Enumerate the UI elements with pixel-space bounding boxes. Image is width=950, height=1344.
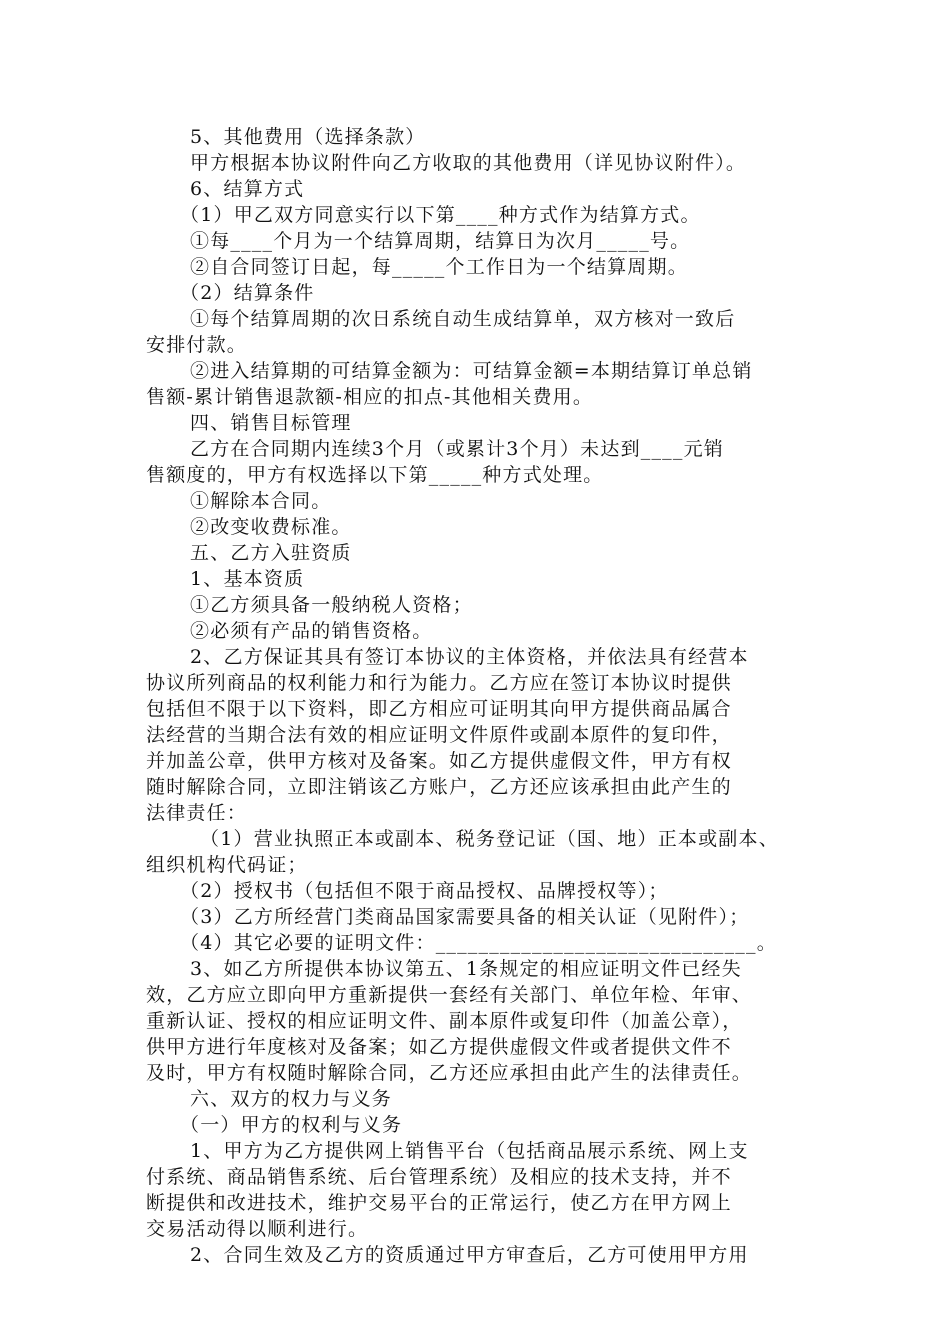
heading-settlement-method: 6、结算方式 (190, 178, 305, 200)
paragraph-line: ②自合同签订日起，每_____个工作日为一个结算周期。 (190, 256, 688, 278)
heading-sales-target: 四、销售目标管理 (190, 412, 352, 434)
paragraph-line: （4）其它必要的证明文件：______________________________。 (180, 932, 777, 954)
paragraph-line: 包括但不限于以下资料，即乙方相应可证明其向甲方提供商品属合 (146, 698, 732, 720)
paragraph-line: ②必须有产品的销售资格。 (190, 620, 433, 642)
paragraph-line: 3、如乙方所提供本协议第五、1条规定的相应证明文件已经失 (190, 958, 742, 980)
paragraph-line: 甲方根据本协议附件向乙方收取的其他费用（详见协议附件）。 (190, 152, 747, 174)
paragraph-line: 2、乙方保证其具有签订本协议的主体资格，并依法具有经营本 (190, 646, 749, 668)
paragraph-line: 交易活动得以顺利进行。 (146, 1218, 369, 1240)
heading-party-a-rights: （一）甲方的权利与义务 (180, 1114, 403, 1136)
paragraph-line: （1）甲乙双方同意实行以下第____种方式作为结算方式。 (180, 204, 701, 226)
paragraph-line: 随时解除合同，立即注销该乙方账户，乙方还应该承担由此产生的 (146, 776, 732, 798)
paragraph-line: （1）营业执照正本或副本、税务登记证（国、地）正本或副本、 (200, 828, 779, 850)
paragraph-line: ①乙方须具备一般纳税人资格； (190, 594, 473, 616)
paragraph-line: 及时，甲方有权随时解除合同，乙方还应承担由此产生的法律责任。 (146, 1062, 753, 1084)
paragraph-line: ①解除本合同。 (190, 490, 332, 512)
paragraph-line: ②改变收费标准。 (190, 516, 352, 538)
paragraph-line: ①每个结算周期的次日系统自动生成结算单，双方核对一致后 (190, 308, 736, 330)
paragraph-line: 售额度的，甲方有权选择以下第_____种方式处理。 (146, 464, 604, 486)
paragraph-line: 2、合同生效及乙方的资质通过甲方审查后，乙方可使用甲方用 (190, 1244, 749, 1266)
paragraph-line: ②进入结算期的可结算金额为：可结算金额=本期结算订单总销 (190, 360, 753, 382)
paragraph-line: 断提供和改进技术，维护交易平台的正常运行，使乙方在甲方网上 (146, 1192, 732, 1214)
paragraph-line: 组织机构代码证； (146, 854, 308, 876)
paragraph-line: 重新认证、授权的相应证明文件、副本原件或复印件（加盖公章）， (146, 1010, 743, 1032)
paragraph-line: 乙方在合同期内连续3个月（或累计3个月）未达到____元销 (190, 438, 724, 460)
paragraph-line: 效，乙方应立即向甲方重新提供一套经有关部门、单位年检、年审、 (146, 984, 753, 1006)
heading-basic-qualifications: 1、基本资质 (190, 568, 305, 590)
paragraph-line: 协议所列商品的权利能力和行为能力。乙方应在签订本协议时提供 (146, 672, 732, 694)
paragraph-line: 法经营的当期合法有效的相应证明文件原件或副本原件的复印件， (146, 724, 732, 746)
paragraph-line: 供甲方进行年度核对及备案；如乙方提供虚假文件或者提供文件不 (146, 1036, 732, 1058)
paragraph-line: ①每____个月为一个结算周期，结算日为次月_____号。 (190, 230, 691, 252)
paragraph-line: （2）授权书（包括但不限于商品授权、品牌授权等）； (180, 880, 669, 902)
paragraph-line: 1、甲方为乙方提供网上销售平台（包括商品展示系统、网上支 (190, 1140, 749, 1162)
paragraph-line: 售额-累计销售退款额-相应的扣点-其他相关费用。 (146, 386, 594, 408)
heading-other-fees: 5、其他费用（选择条款） (190, 126, 426, 148)
paragraph-line: 安排付款。 (146, 334, 248, 356)
paragraph-line: 法律责任： (146, 802, 248, 824)
paragraph-line: 并加盖公章，供甲方核对及备案。如乙方提供虚假文件，甲方有权 (146, 750, 732, 772)
heading-rights-obligations: 六、双方的权力与义务 (190, 1088, 393, 1110)
paragraph-line: 付系统、商品销售系统、后台管理系统）及相应的技术支持，并不 (146, 1166, 732, 1188)
heading-settlement-conditions: （2）结算条件 (180, 282, 315, 304)
heading-qualifications: 五、乙方入驻资质 (190, 542, 352, 564)
paragraph-line: （3）乙方所经营门类商品国家需要具备的相关认证（见附件）； (180, 906, 750, 928)
